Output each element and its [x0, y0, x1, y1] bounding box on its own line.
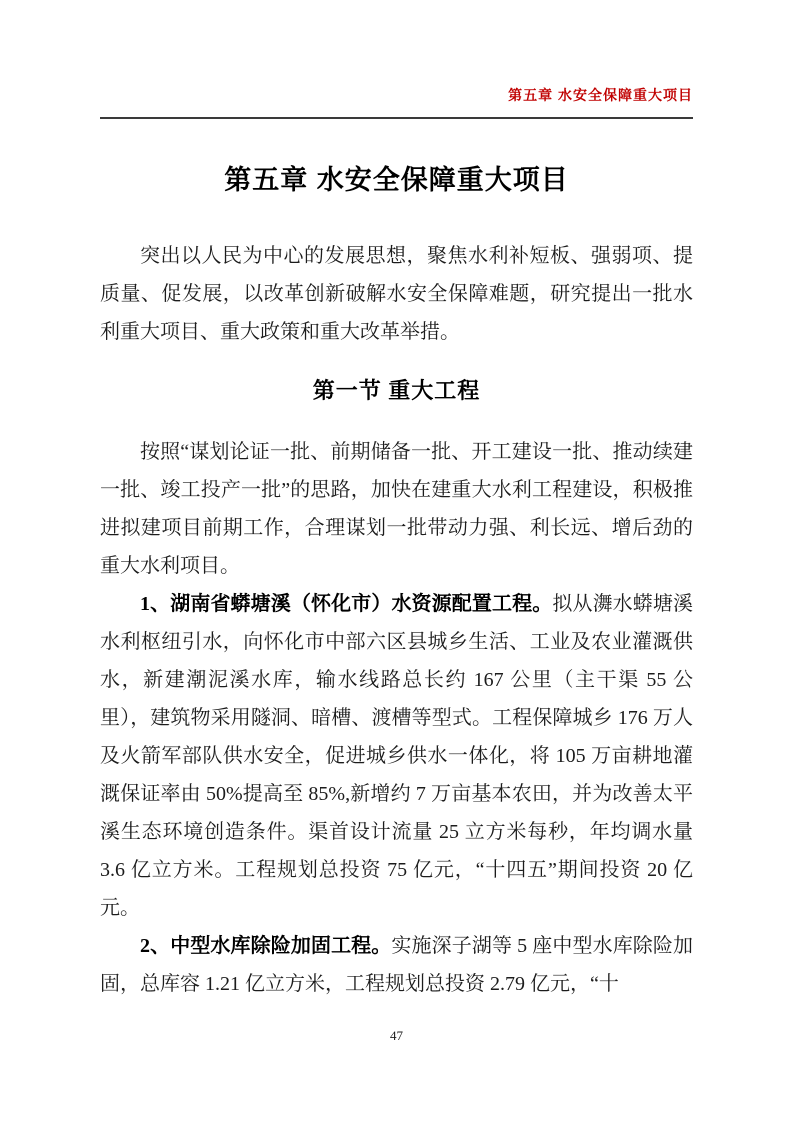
intro-paragraph: 突出以人民为中心的发展思想，聚焦水利补短板、强弱项、提质量、促发展，以改革创新破解水安全保障难题，研究提出一批水利重大项目、重大政策和重大改革举措。	[100, 245, 693, 343]
project-item-1	[100, 585, 693, 927]
project-item-2	[100, 927, 693, 1003]
project-1-title: 1、湖南省蟒塘溪（怀化市）水资源配置工程。	[140, 593, 553, 615]
project-1-body: 拟从㵲水蟒塘溪水利枢纽引水，向怀化市中部六区县城乡生活、工业及农业灌溉供水，新建潮泥溪水库，输水线路总长约 167 公里（主干渠 55 公里），建筑物采用隧洞、暗槽、渡槽等型式。工程保障城乡 176 万人及火箭军部队供水安全，促进城乡供水一体化，将 105 万亩耕地灌溉保证率由 50%提高至 85%,新增约 7 万亩基本农田，并为改善太平溪生态环境创造条件。渠首设计流量 25 立方米每秒，年均调水量 3.6 亿立方米。工程规划总投资 75 亿元，“十四五”期间投资 20 亿元。	[100, 593, 694, 919]
section-intro-paragraph: 按照“谋划论证一批、前期储备一批、开工建设一批、推动续建一批、竣工投产一批”的思路，加快在建重大水利工程建设，积极推进拟建项目前期工作，合理谋划一批带动力强、利长远、增后劲的重大水利项目。	[100, 441, 693, 577]
header-rule	[100, 117, 693, 119]
running-header-text: 第五章 水安全保障重大项目	[508, 87, 693, 103]
page-number: 47	[390, 1028, 403, 1043]
chapter-title: 第五章 水安全保障重大项目	[224, 165, 569, 195]
running-header	[100, 86, 693, 108]
project-2-title: 2、中型水库除险加固工程。	[140, 935, 392, 957]
project-2-body: 实施深子湖等 5 座中型水库除险加固，总库容 1.21 亿立方米，工程规划总投资 2.79 亿元，“十	[100, 935, 694, 995]
section-heading: 第一节 重大工程	[312, 378, 481, 403]
